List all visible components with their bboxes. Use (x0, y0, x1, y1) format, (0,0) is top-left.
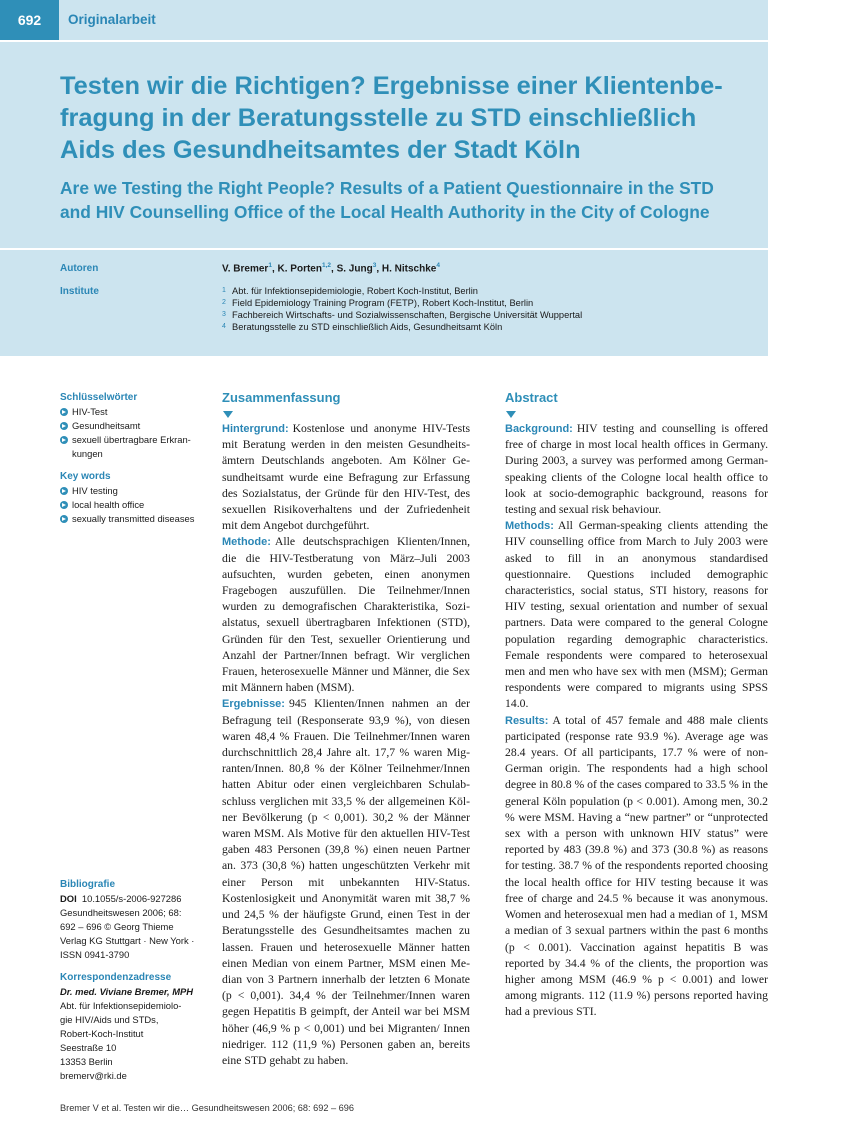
section-text: A total of 457 female and 488 male clients participated (response rate 93.9 %). Average age was 28.4 years. Of all participants, 17.7 % were of non-German origin. The respondents had a high school degree in 80.8 % of the cases compared to 33.5 % in the general Köln population (p < 0.001). Among men, 30.2 % were MSM. Having a “new partner” or “unprotected sex with a person with unknown HIV status” were reported by 483 (39.8 %) and 373 (30.8 %) as reasons for testing. 38.7 % of the respondents reported choosing the local health office for HIV testing because it was free of charge and 24.5 % because it was anonymous. Women and heterosexual men had a median of 1, MSM a median of 3 sexual partners within the past 6 months (p < 0.001). Vaccination against hepatitis B was reported by 34.4 % of the clients, the proportion was higher among MSM (46.9 % p < 0.001) and lower among migrants. 112 (11.9 %) persons reported having had a previous STI. (505, 713, 768, 1019)
keyword-item: Gesundheitsamt (60, 419, 210, 433)
keyword-item: sexuell übertragbare Erkran-kungen (60, 433, 210, 461)
abstract-german (222, 390, 470, 1069)
bibliography-line: Verlag KG Stuttgart · New York · (60, 935, 195, 946)
abstract-paragraph (222, 534, 470, 696)
abstract-english (505, 390, 768, 1021)
triangle-down-icon (223, 411, 233, 418)
correspondence-email[interactable]: bremerv@rki.de (60, 1070, 127, 1081)
author-affiliation: 1,2 (321, 262, 332, 269)
doi-line (60, 892, 210, 906)
bibliography-line: 692 – 696 © Georg Thieme (60, 921, 174, 932)
institute-list (222, 285, 582, 333)
keyword-item: sexually transmitted diseases (60, 512, 210, 526)
abstract-paragraph (505, 518, 768, 712)
institute-item (222, 321, 582, 333)
triangle-down-icon (506, 411, 516, 418)
correspondence-line: Abt. für Infektionsepidemiolo- (60, 1000, 182, 1011)
keyword-item: HIV testing (60, 484, 210, 498)
institute-number: 3 (222, 311, 226, 318)
title-german-line: Aids des Gesundheitsamtes der Stadt Köln (60, 136, 581, 164)
institute-item (222, 309, 582, 321)
abstract-english-heading: Abstract (505, 390, 558, 405)
institute-number: 1 (222, 287, 226, 294)
institute-text: Fachbereich Wirtschafts- und Sozialwissenschaften, Bergische Universität Wuppertal (232, 310, 583, 320)
title-english-line: and HIV Counselling Office of the Local Health Authority in the City of Cologne (60, 202, 710, 222)
institute-text: Beratungsstelle zu STD einschließlich Aids, Gesundheitsamt Köln (232, 322, 503, 332)
author-affiliation: 3 (372, 262, 377, 269)
bibliography-line: Gesundheitswesen 2006; 68: (60, 907, 182, 918)
institute-number: 2 (222, 299, 226, 306)
keywords-en-list (60, 484, 210, 526)
section-label: Hintergrund: (222, 423, 289, 435)
abstract-paragraph (222, 421, 470, 534)
abstract-paragraph (505, 421, 768, 518)
correspondence-line: gie HIV/Aids und STDs, (60, 1014, 159, 1025)
abstract-german-heading: Zusammenfassung (222, 390, 341, 405)
section-text: 945 Klienten/Innen nahmen an der Befragung teil (Responserate 93,9 %), von diesen waren 48,4 % Frauen. Die Teilnehmer/Innen waren durchschnittlich 28,4 Jahre alt. 17,7 % waren Migranten/Innen. 80,8 % der Kölner Teilnehmer/Innen hatten Abitur oder einen vergleichbaren Schulabschluss verglichen mit 33,5 % der allgemeinen Kölner Bevölkerung (p < 0,001). 30,2 % der Männer waren MSM. Als Motive für den aktuellen HIV-Test gaben 483 Personen (39,8 %) einen neuen Partner an. 373 (30,8 %) hatten ungeschützten Verkehr mit einer Person mit unbekannten HIV-Status. Kostenlosigkeit und Anonymität waren mit 38,7 % und 24,5 % der häufigste Grund, einen Test in der Beratungsstelle des Gesundheitsamtes machen zu lassen. Frauen und heterosexuelle Männer hatten einen Median von einem Partner, MSM einen Median von 3 Partnern innerhalb der letzten 6 Monate (p < 0,001). 34,4 % der Teilnehmer/Innen waren gegen Hepatitis B geimpft, der Anteil war bei MSM höher (46,9 % p < 0,001) und bei Migranten/ Innen niedriger. 112 (11,9 %) Personen gaben an, bereits eine STD gehabt zu haben. (222, 697, 470, 1067)
author-list: V. Bremer$^1$, K. Porten$^{1,2}$, S. Jung$^3$, H. Nitschke$^4$ (222, 262, 440, 275)
title-german-line: fragung in der Beratungsstelle zu STD einschließlich (60, 104, 697, 132)
section-text: All German-speaking clients attending the HIV counselling office from March to July 2003 were asked to fill in an anonymous standardised questionnaire. Questions included demographic characteristics, social status, STI history, reasons for HIV testing, sexual orientation and number of sexual partners. Data were compared to the general Cologne population regarding demographic characteristics. Female respondents were compared to heterosexual men and men who have sex with men (MSM); German respondents were compared to migrants using SPSS 14.0. (505, 519, 768, 711)
keywords-de-list (60, 405, 210, 461)
title-german (60, 70, 768, 166)
bibliography-line: ISSN 0941-3790 (60, 949, 130, 960)
section-text: HIV testing and counselling is offered free of charge in most local health offices in Germany. During 2003, a survey was performed among German-speaking clients of the Cologne local health office to look at socio-demographic background, reasons for testing and sexual risk behaviour. (505, 422, 768, 517)
keyword-item: local health office (60, 498, 210, 512)
institute-item (222, 297, 582, 309)
institute-text: Abt. für Infektionsepidemiologie, Robert Koch-Institut, Berlin (232, 286, 478, 296)
institute-text: Field Epidemiology Training Program (FETP), Robert Koch-Institut, Berlin (232, 298, 534, 308)
section-label: Originalarbeit (68, 12, 156, 27)
doi-label: DOI (60, 893, 77, 904)
section-label: Methods: (505, 520, 554, 533)
author-name: S. Jung (336, 263, 373, 275)
footer-citation: Bremer V et al. Testen wir die… Gesundheitswesen 2006; 68: 692 – 696 (60, 1103, 355, 1113)
bibliography-panel (60, 878, 210, 1083)
section-label: Ergebnisse: (222, 698, 285, 711)
bibliography-line: 10.1055/s-2006-927286 (81, 893, 182, 904)
author-name: K. Porten (277, 263, 322, 275)
correspondence-line: Robert-Koch-Institut (60, 1028, 144, 1039)
author-affiliation: 1 (268, 262, 272, 269)
abstract-paragraph (505, 713, 768, 1021)
correspondence-name: Dr. med. Viviane Bremer, MPH (60, 986, 194, 997)
author-name: V. Bremer (222, 263, 269, 275)
author-name: H. Nitschke (381, 263, 437, 275)
page-number: 692 (0, 0, 59, 40)
section-text: Alle deutschsprachigen Klienten/Innen, die die HIV-Testberatung von März–Juli 2003 aufsuchten, wurden gebeten, einen anonymen Fragebogen auszufüllen. Die Teilnehmer/Innen wurden zu demografischen Charakteristika, Sozialstatus, sexuell übertragbaren Infektionen (STD), Gründen für den Test, sexueller Orientierung und Anzahl der Partner/Innen befragt. Wir verglichen Frauen, heterosexuelle Männer und Männer, die Sex mit Männern haben (MSM). (222, 535, 470, 695)
section-label: Background: (505, 423, 573, 435)
correspondence-line: 13353 Berlin (60, 1056, 113, 1067)
section-label: Methode: (222, 536, 271, 549)
institute-number: 4 (222, 323, 226, 330)
header-strip (0, 0, 768, 40)
correspondence-label: Korrespondenzadresse (60, 972, 172, 983)
author-block (0, 250, 768, 356)
keyword-item: HIV-Test (60, 405, 210, 419)
title-english-line: Are we Testing the Right People? Results of a Patient Questionnaire in the STD (60, 178, 714, 198)
bibliography-label: Bibliografie (60, 879, 116, 890)
correspondence-line: Seestraße 10 (60, 1042, 117, 1053)
title-english (60, 176, 768, 224)
authors-label: Autoren (60, 263, 99, 274)
keywords-de-label: Schlüsselwörter (60, 392, 138, 403)
keywords-en-label: Key words (60, 471, 111, 482)
section-label: Results: (505, 714, 549, 727)
keywords-panel (60, 391, 210, 526)
title-block (0, 42, 768, 248)
author-affiliation: 4 (436, 262, 440, 269)
institute-item (222, 285, 582, 297)
title-german-line: Testen wir die Richtigen? Ergebnisse einer Klientenbe- (60, 72, 723, 100)
section-text: Kostenlose und anonyme HIV-Tests mit Beratung werden in den meisten Gesundheitsämtern Deutschlands angeboten. Am Kölner Gesundheitsamt wurde eine Befragung zur Erfassung des Sozialstatus, der Gründe für den HIV-Test, des sexuellen Risikoverhaltens und der Zufriedenheit mit dem Angebot durchgeführt. (222, 422, 470, 533)
abstract-paragraph (222, 696, 470, 1069)
institutes-label: Institute (60, 286, 99, 297)
